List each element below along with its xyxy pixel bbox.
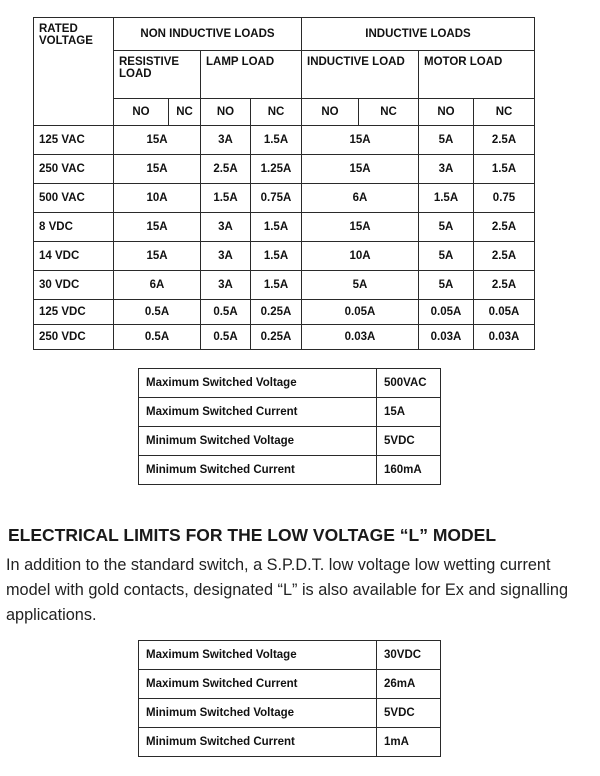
table-row <box>34 242 535 271</box>
limit-value: 1mA <box>377 728 441 757</box>
resistive-load-header: RESISTIVE LOAD <box>114 51 201 99</box>
voltage-cell: 125 VDC <box>34 300 114 325</box>
section-paragraph: In addition to the standard switch, a S.P.D.T. low voltage low wetting current model with gold contacts, designated “L” is also available for Ex and signalling applications. <box>6 556 569 624</box>
motor-no-cell: 5A <box>419 126 474 155</box>
table-row <box>34 300 535 325</box>
limit-label: Maximum Switched Voltage <box>139 369 377 398</box>
standard-limits-body <box>139 369 441 485</box>
lamp-no-cell: 3A <box>201 213 251 242</box>
motor-nc-cell: 2.5A <box>474 126 535 155</box>
lamp-no-cell: 3A <box>201 242 251 271</box>
limits-row <box>139 456 441 485</box>
limit-value: 160mA <box>377 456 441 485</box>
limits-row <box>139 427 441 456</box>
motor-nc-cell: 1.5A <box>474 155 535 184</box>
voltage-cell: 250 VAC <box>34 155 114 184</box>
lamp-no-cell: 0.5A <box>201 300 251 325</box>
resistive-value-cell: 15A <box>114 242 201 271</box>
inductive-nc-header: NC <box>359 99 419 126</box>
motor-nc-cell: 0.03A <box>474 325 535 350</box>
lamp-nc-cell: 0.25A <box>251 300 302 325</box>
limit-value: 30VDC <box>377 641 441 670</box>
resistive-value-cell: 0.5A <box>114 300 201 325</box>
limit-label: Maximum Switched Current <box>139 398 377 427</box>
resistive-value-cell: 15A <box>114 155 201 184</box>
limit-label: Maximum Switched Voltage <box>139 641 377 670</box>
inductive-loads-header: INDUCTIVE LOADS <box>302 18 535 51</box>
motor-no-cell: 0.03A <box>419 325 474 350</box>
lamp-no-cell: 0.5A <box>201 325 251 350</box>
motor-nc-cell: 0.05A <box>474 300 535 325</box>
motor-no-cell: 5A <box>419 213 474 242</box>
lamp-no-cell: 3A <box>201 126 251 155</box>
table-row <box>34 126 535 155</box>
lamp-no-cell: 3A <box>201 271 251 300</box>
limit-value: 5VDC <box>377 699 441 728</box>
motor-nc-cell: 2.5A <box>474 271 535 300</box>
low-voltage-limits-table <box>138 640 441 757</box>
resistive-value-cell: 15A <box>114 126 201 155</box>
resistive-nc-header: NC <box>169 99 201 126</box>
lamp-load-header: LAMP LOAD <box>201 51 302 99</box>
motor-nc-header: NC <box>474 99 535 126</box>
motor-load-header: MOTOR LOAD <box>419 51 535 99</box>
inductive-no-header: NO <box>302 99 359 126</box>
lamp-nc-cell: 1.25A <box>251 155 302 184</box>
lamp-no-cell: 1.5A <box>201 184 251 213</box>
motor-nc-cell: 2.5A <box>474 213 535 242</box>
lamp-nc-cell: 1.5A <box>251 213 302 242</box>
lamp-nc-cell: 1.5A <box>251 126 302 155</box>
limit-label: Minimum Switched Current <box>139 456 377 485</box>
inductive-value-cell: 0.03A <box>302 325 419 350</box>
lamp-nc-cell: 0.75A <box>251 184 302 213</box>
inductive-value-cell: 15A <box>302 213 419 242</box>
table-row <box>34 271 535 300</box>
motor-no-cell: 3A <box>419 155 474 184</box>
motor-nc-cell: 0.75 <box>474 184 535 213</box>
load-ratings-body <box>34 18 535 350</box>
limit-label: Maximum Switched Current <box>139 670 377 699</box>
limit-value: 5VDC <box>377 427 441 456</box>
table-row <box>34 213 535 242</box>
limit-label: Minimum Switched Voltage <box>139 427 377 456</box>
table-row <box>34 325 535 350</box>
voltage-cell: 500 VAC <box>34 184 114 213</box>
lamp-nc-cell: 1.5A <box>251 271 302 300</box>
lamp-no-header: NO <box>201 99 251 126</box>
standard-limits-table <box>138 368 441 485</box>
limit-label: Minimum Switched Current <box>139 728 377 757</box>
voltage-cell: 250 VDC <box>34 325 114 350</box>
voltage-cell: 30 VDC <box>34 271 114 300</box>
resistive-no-header: NO <box>114 99 169 126</box>
limit-value: 500VAC <box>377 369 441 398</box>
inductive-value-cell: 5A <box>302 271 419 300</box>
motor-no-cell: 1.5A <box>419 184 474 213</box>
limit-label: Minimum Switched Voltage <box>139 699 377 728</box>
limits-row <box>139 699 441 728</box>
voltage-cell: 125 VAC <box>34 126 114 155</box>
limits-row <box>139 728 441 757</box>
table-row <box>34 184 535 213</box>
limit-value: 15A <box>377 398 441 427</box>
lamp-nc-cell: 0.25A <box>251 325 302 350</box>
resistive-value-cell: 15A <box>114 213 201 242</box>
lamp-nc-header: NC <box>251 99 302 126</box>
non-inductive-loads-header: NON INDUCTIVE LOADS <box>114 18 302 51</box>
limits-row <box>139 369 441 398</box>
limits-row <box>139 641 441 670</box>
motor-no-cell: 0.05A <box>419 300 474 325</box>
motor-no-cell: 5A <box>419 242 474 271</box>
low-voltage-limits-body <box>139 641 441 757</box>
motor-no-header: NO <box>419 99 474 126</box>
motor-nc-cell: 2.5A <box>474 242 535 271</box>
motor-no-cell: 5A <box>419 271 474 300</box>
inductive-value-cell: 10A <box>302 242 419 271</box>
rated-voltage-header: RATED VOLTAGE <box>34 18 114 126</box>
resistive-value-cell: 10A <box>114 184 201 213</box>
section-heading: ELECTRICAL LIMITS FOR THE LOW VOLTAGE “L” MODEL <box>8 525 497 545</box>
inductive-load-header: INDUCTIVE LOAD <box>302 51 419 99</box>
voltage-cell: 8 VDC <box>34 213 114 242</box>
inductive-value-cell: 6A <box>302 184 419 213</box>
voltage-cell: 14 VDC <box>34 242 114 271</box>
table-row <box>34 155 535 184</box>
inductive-value-cell: 15A <box>302 126 419 155</box>
inductive-value-cell: 15A <box>302 155 419 184</box>
limits-row <box>139 398 441 427</box>
load-ratings-table <box>33 17 535 350</box>
limit-value: 26mA <box>377 670 441 699</box>
lamp-no-cell: 2.5A <box>201 155 251 184</box>
inductive-value-cell: 0.05A <box>302 300 419 325</box>
lamp-nc-cell: 1.5A <box>251 242 302 271</box>
limits-row <box>139 670 441 699</box>
resistive-value-cell: 0.5A <box>114 325 201 350</box>
resistive-value-cell: 6A <box>114 271 201 300</box>
